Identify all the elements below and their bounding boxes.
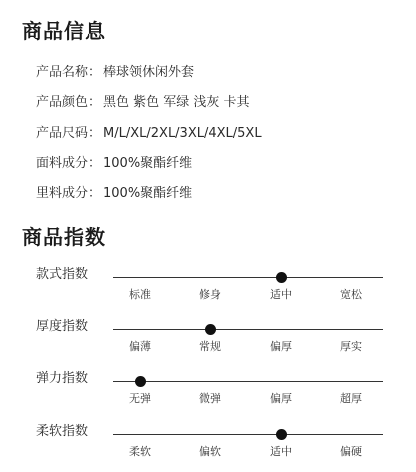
metric-softness — [0, 423, 416, 463]
metric-option: 微弹 — [199, 392, 221, 405]
metric-label: 款式指数 — [36, 267, 89, 282]
metric-indicator-dot — [135, 376, 146, 387]
metric-option: 厚实 — [340, 340, 362, 353]
info-label: 面料成分： — [36, 156, 102, 171]
info-value: 黑色 紫色 军绿 浅灰 卡其 — [103, 95, 250, 110]
info-label: 产品名称： — [36, 65, 102, 80]
metric-elasticity — [0, 370, 416, 410]
metric-indicator-dot — [276, 429, 287, 440]
product-index-title: 商品指数 — [22, 225, 106, 249]
info-row-size — [36, 125, 406, 143]
info-label: 里料成分： — [36, 186, 102, 201]
info-value: 棒球领休闲外套 — [103, 65, 195, 80]
metric-scale-line — [113, 329, 383, 330]
metric-style — [0, 266, 416, 306]
metric-label: 弹力指数 — [36, 371, 89, 386]
metric-scale-line — [113, 381, 383, 382]
metric-option: 适中 — [270, 288, 292, 301]
metric-option: 偏薄 — [129, 340, 151, 353]
metric-indicator-dot — [276, 272, 287, 283]
metric-indicator-dot — [205, 324, 216, 335]
metric-option: 标准 — [129, 288, 151, 301]
info-row-fabric — [36, 155, 406, 173]
info-value: 100%聚酯纤维 — [103, 186, 193, 201]
metric-option: 常规 — [199, 340, 221, 353]
info-row-lining — [36, 185, 406, 203]
info-value: M/L/XL/2XL/3XL/4XL/5XL — [103, 126, 262, 141]
metric-option: 偏厚 — [270, 392, 292, 405]
info-label: 产品尺码： — [36, 126, 102, 141]
metric-scale-line — [113, 434, 383, 435]
info-row-color — [36, 94, 406, 112]
metric-label: 柔软指数 — [36, 424, 89, 439]
metric-thickness — [0, 318, 416, 358]
info-value: 100%聚酯纤维 — [103, 156, 193, 171]
info-label: 产品颜色： — [36, 95, 102, 110]
metric-option: 修身 — [199, 288, 221, 301]
product-info-title: 商品信息 — [22, 19, 106, 43]
metric-option: 偏硬 — [340, 445, 362, 458]
metric-option: 柔软 — [129, 445, 151, 458]
metric-option: 无弹 — [129, 392, 151, 405]
metric-option: 适中 — [270, 445, 292, 458]
metric-option: 偏厚 — [270, 340, 292, 353]
metric-option: 偏软 — [199, 445, 221, 458]
metric-option: 超厚 — [340, 392, 362, 405]
metric-label: 厚度指数 — [36, 319, 89, 334]
metric-scale-line — [113, 277, 383, 278]
info-row-name — [36, 64, 406, 82]
metric-option: 宽松 — [340, 288, 362, 301]
